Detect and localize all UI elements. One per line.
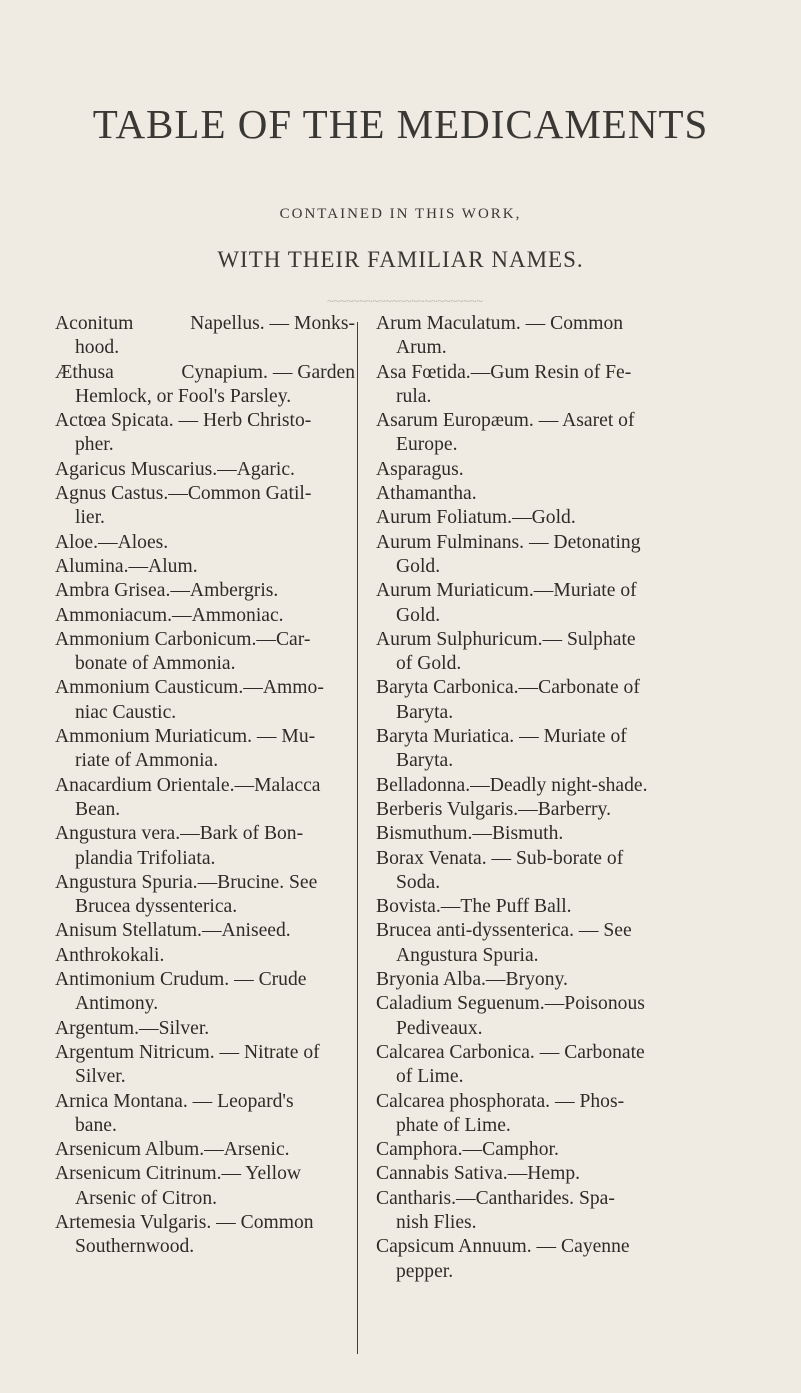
entry-line: Aurum Foliatum.—Gold.: [376, 507, 576, 529]
entry-text: Napellus. — Monks-: [190, 313, 355, 334]
entry-line: Soda.: [396, 871, 441, 893]
decorative-ornament-rule: ~~~~~~~~~~~~~~~~~~~~~~~~: [327, 294, 483, 308]
entry-line: Argentum.—Silver.: [55, 1017, 210, 1039]
right-column: [376, 312, 676, 1284]
entry-line: Caladium Seguenum.—Poisonous: [376, 993, 645, 1015]
entry-line: Berberis Vulgaris.—Barberry.: [376, 798, 611, 820]
entry-line: Alumina.—Alum.: [55, 555, 198, 577]
entry-line: Agnus Castus.—Common Gatil-: [55, 483, 312, 505]
entry-line: Angustura Spuria.—Brucine. See: [55, 871, 318, 893]
entry-line: Southernwood.: [75, 1236, 195, 1258]
entry-line: Athamantha.: [376, 483, 477, 505]
entry-line: riate of Ammonia.: [75, 750, 219, 772]
entry-line: Europe.: [396, 434, 458, 456]
entry-line: Anthrokokali.: [55, 944, 165, 966]
entry-line: Ammonium Muriaticum. — Mu-: [55, 726, 316, 748]
entry-line: Anisum Stellatum.—Aniseed.: [55, 920, 291, 942]
entry-line: Asarum Europæum. — Asaret of: [376, 410, 635, 432]
entry-line: Gold.: [396, 604, 441, 626]
entry-line: Pediveaux.: [396, 1017, 483, 1039]
entry-line: Brucea dyssenterica.: [75, 896, 238, 918]
entry-line: Cannabis Sativa.—Hemp.: [376, 1163, 581, 1185]
page-subtitle: CONTAINED IN THIS WORK,: [279, 206, 522, 222]
entry-line: Silver.: [75, 1066, 126, 1088]
entry-line: Artemesia Vulgaris. — Common: [55, 1211, 314, 1233]
entry-line: Argentum Nitricum. — Nitrate of: [55, 1041, 320, 1063]
entry-line: Ammonium Causticum.—Ammo-: [55, 677, 324, 699]
entry-line: Aurum Fulminans. — Detonating: [376, 531, 641, 553]
entry-line: niac Caustic.: [75, 701, 177, 723]
entry-line: of Lime.: [396, 1066, 464, 1088]
entry-line: Brucea anti-dyssenterica. — See: [376, 920, 632, 942]
entry-line: Arnica Montana. — Leopard's: [55, 1090, 294, 1112]
entry-line: Aurum Muriaticum.—Muriate of: [376, 580, 637, 602]
entry-line: phate of Lime.: [396, 1114, 511, 1136]
entry-line: Ammoniacum.—Ammoniac.: [55, 604, 284, 626]
entry-text: Æthusa: [55, 361, 114, 383]
entry-line: Aurum Sulphuricum.— Sulphate: [376, 628, 636, 650]
entry-line: Ammonium Carbonicum.—Car-: [55, 628, 311, 650]
entry-line: Cantharis.—Cantharides. Spa-: [376, 1187, 615, 1209]
entry-line: Baryta Carbonica.—Carbonate of: [376, 677, 640, 699]
page-subtitle-secondary: WITH THEIR FAMILIAR NAMES.: [217, 247, 584, 272]
entry-line: Arsenicum Album.—Arsenic.: [55, 1139, 290, 1161]
entry-line: hood.: [75, 337, 120, 359]
left-column: [55, 312, 355, 1260]
entry-line: Bovista.—The Puff Ball.: [376, 896, 572, 918]
entry-line: rula.: [396, 385, 432, 407]
entry-line: Angustura Spuria.: [396, 944, 539, 966]
entry-line: Camphora.—Camphor.: [376, 1139, 559, 1161]
entry-line: [55, 312, 355, 336]
entry-line: Bismuthum.—Bismuth.: [376, 823, 564, 845]
entry-line: of Gold.: [396, 653, 462, 675]
entry-line: Baryta.: [396, 750, 454, 772]
entry-line: Borax Venata. — Sub-borate of: [376, 847, 624, 869]
entry-line: nish Flies.: [396, 1211, 477, 1233]
entry-line: Belladonna.—Deadly night-shade.: [376, 774, 648, 796]
entry-line: Gold.: [396, 555, 441, 577]
entry-line: Actœa Spicata. — Herb Christo-: [55, 410, 312, 432]
entry-line: bane.: [75, 1114, 117, 1136]
entry-line: Antimony.: [75, 993, 159, 1015]
entry-line: Arsenicum Citrinum.— Yellow: [55, 1163, 302, 1185]
entry-line: Calcarea phosphorata. — Phos-: [376, 1090, 625, 1112]
page-title: TABLE OF THE MEDICAMENTS: [92, 101, 709, 147]
entry-line: Capsicum Annuum. — Cayenne: [376, 1236, 630, 1258]
entry-line: Hemlock, or Fool's Parsley.: [75, 385, 292, 407]
entry-line: Asparagus.: [376, 458, 464, 480]
entry-line: Arsenic of Citron.: [75, 1187, 218, 1209]
column-divider: [357, 322, 358, 1354]
entry-line: plandia Trifoliata.: [75, 847, 216, 869]
entry-line: Aloe.—Aloes.: [55, 531, 169, 553]
entry-line: Arum.: [396, 337, 447, 359]
entry-line: Asa Fœtida.—Gum Resin of Fe-: [376, 361, 632, 383]
entry-line: Ambra Grisea.—Ambergris.: [55, 580, 279, 602]
entry-line: Baryta Muriatica. — Muriate of: [376, 726, 627, 748]
entry-text: Cynapium. — Garden: [181, 361, 355, 383]
entry-line: Baryta.: [396, 701, 454, 723]
entry-line: Bean.: [75, 798, 121, 820]
entry-line: Bryonia Alba.—Bryony.: [376, 969, 568, 991]
entry-line: lier.: [75, 507, 105, 529]
entry-line: bonate of Ammonia.: [75, 653, 236, 675]
entry-line: pher.: [75, 434, 114, 456]
entry-line: pepper.: [396, 1260, 454, 1282]
entry-line: [55, 361, 355, 385]
entry-line: Arum Maculatum. — Common: [376, 313, 624, 334]
entry-text: Aconitum: [55, 313, 134, 334]
entry-line: Anacardium Orientale.—Malacca: [55, 774, 321, 796]
entry-line: Agaricus Muscarius.—Agaric.: [55, 458, 295, 480]
entry-line: Calcarea Carbonica. — Carbonate: [376, 1041, 645, 1063]
entry-line: Angustura vera.—Bark of Bon-: [55, 823, 304, 845]
entry-line: Antimonium Crudum. — Crude: [55, 969, 307, 991]
